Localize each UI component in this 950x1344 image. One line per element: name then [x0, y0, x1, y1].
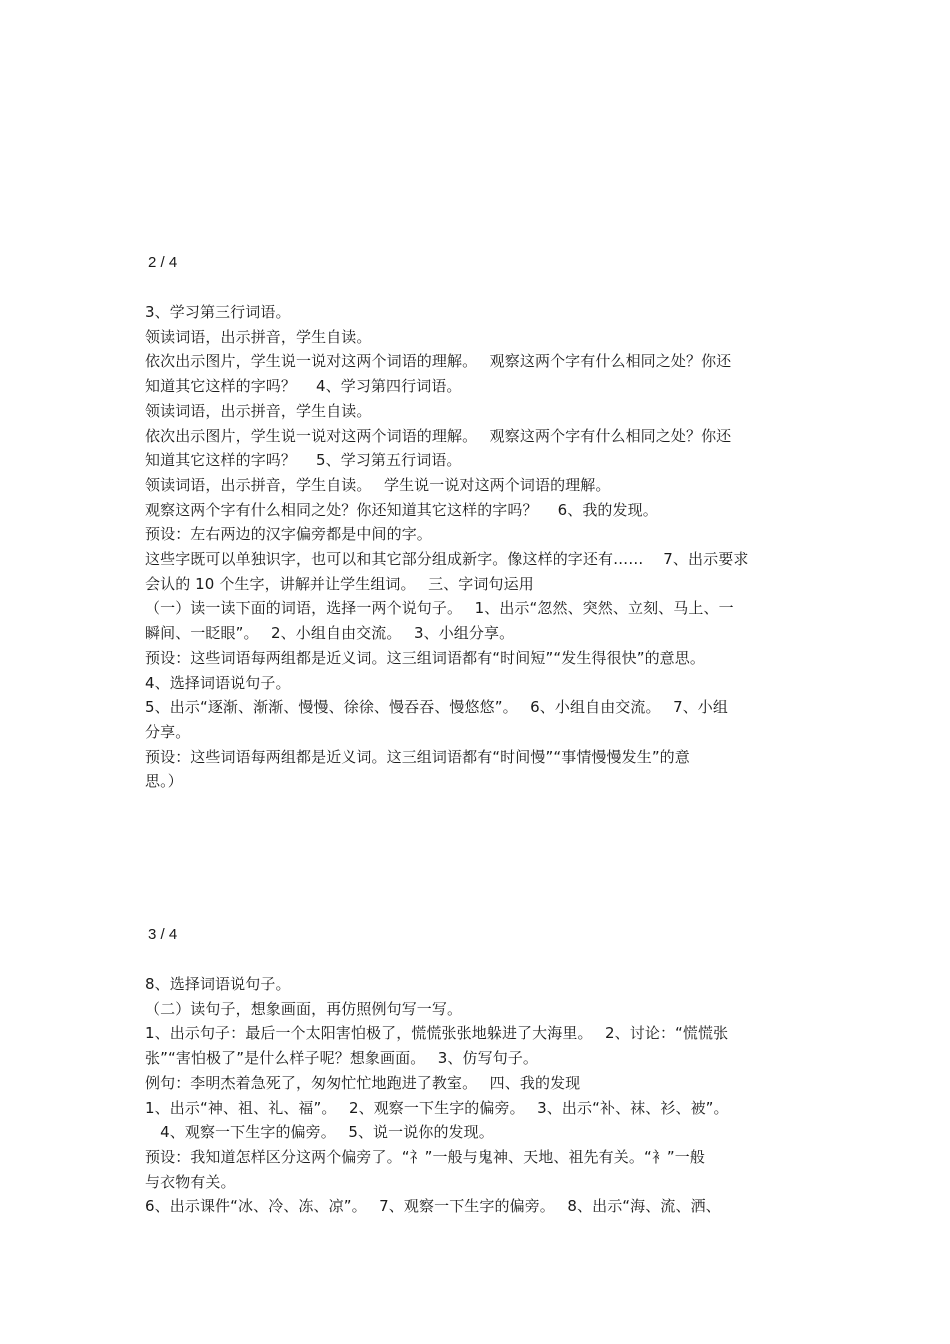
text-line: 预设：左右两边的汉字偏旁都是中间的字。	[145, 525, 432, 544]
text-line: 观察这两个字有什么相同之处？你还知道其它这样的字吗？ 6、我的发现。	[145, 500, 658, 519]
page-number: 2 / 4	[148, 254, 178, 271]
page-2-content	[145, 300, 815, 794]
text-line: 3、学习第三行词语。	[145, 303, 291, 321]
text-line: 领读词语，出示拼音，学生自读。	[145, 327, 372, 346]
text-line: 5、出示“逐渐、渐渐、慢慢、徐徐、慢吞吞、慢悠悠”。 6、小组自由交流。 7、小组	[145, 698, 729, 717]
text-line: （一）读一读下面的词语，选择一两个说句子。 1、出示“忽然、突然、立刻、马上、一	[145, 599, 734, 618]
text-line: 与衣物有关。	[145, 1172, 236, 1191]
text-line: 思。）	[145, 772, 183, 791]
text-line: 6、出示课件“冰、冷、冻、凉”。 7、观察一下生字的偏旁。 8、出示“海、流、洒、	[145, 1197, 721, 1216]
text-line: 这些字既可以单独识字，也可以和其它部分组成新字。像这样的字还有…… 7、出示要求	[145, 550, 749, 569]
text-line: 会认的 10 个生字，讲解并让学生组词。 三、字词句运用	[145, 574, 534, 593]
text-line: 预设：我知道怎样区分这两个偏旁了。“礻”一般与鬼神、天地、祖先有关。“衤”一般	[145, 1147, 705, 1166]
text-line: 依次出示图片，学生说一说对这两个词语的理解。 观察这两个字有什么相同之处？你还	[145, 426, 732, 445]
text-line: （二）读句子，想象画面，再仿照例句写一写。	[145, 999, 463, 1018]
text-line: 知道其它这样的字吗？ 4、学习第四行词语。	[145, 377, 462, 396]
text-line: 领读词语，出示拼音，学生自读。	[145, 401, 372, 420]
text-line: 知道其它这样的字吗？ 5、学习第五行词语。	[145, 451, 462, 470]
text-line: 4、选择词语说句子。	[145, 673, 291, 692]
text-line: 预设：这些词语每两组都是近义词。这三组词语都有“时间慢”“事情慢慢发生”的意	[145, 747, 690, 766]
text-line: 预设：这些词语每两组都是近义词。这三组词语都有“时间短”“发生得很快”的意思。	[145, 648, 705, 667]
text-line: 1、出示句子：最后一个太阳害怕极了，慌慌张张地躲进了大海里。 2、讨论：“慌慌张	[145, 1024, 729, 1043]
page-3-content	[145, 972, 815, 1219]
text-line: 瞬间、一眨眼”。 2、小组自由交流。 3、小组分享。	[145, 624, 515, 643]
text-line: 8、选择词语说句子。	[145, 975, 291, 993]
text-line: 分享。	[145, 722, 191, 741]
text-line: 依次出示图片，学生说一说对这两个词语的理解。 观察这两个字有什么相同之处？你还	[145, 352, 732, 371]
text-line: 4、观察一下生字的偏旁。 5、说一说你的发现。	[145, 1123, 494, 1142]
text-line: 例句：李明杰着急死了，匆匆忙忙地跑进了教室。 四、我的发现	[145, 1073, 581, 1092]
text-line: 张”“害怕极了”是什么样子呢？想象画面。 3、仿写句子。	[145, 1049, 539, 1068]
text-line: 1、出示“神、祖、礼、福”。 2、观察一下生字的偏旁。 3、出示“补、袜、衫、被”。	[145, 1098, 729, 1117]
text-line: 领读词语，出示拼音，学生自读。 学生说一说对这两个词语的理解。	[145, 475, 611, 494]
page-number: 3 / 4	[148, 926, 178, 943]
